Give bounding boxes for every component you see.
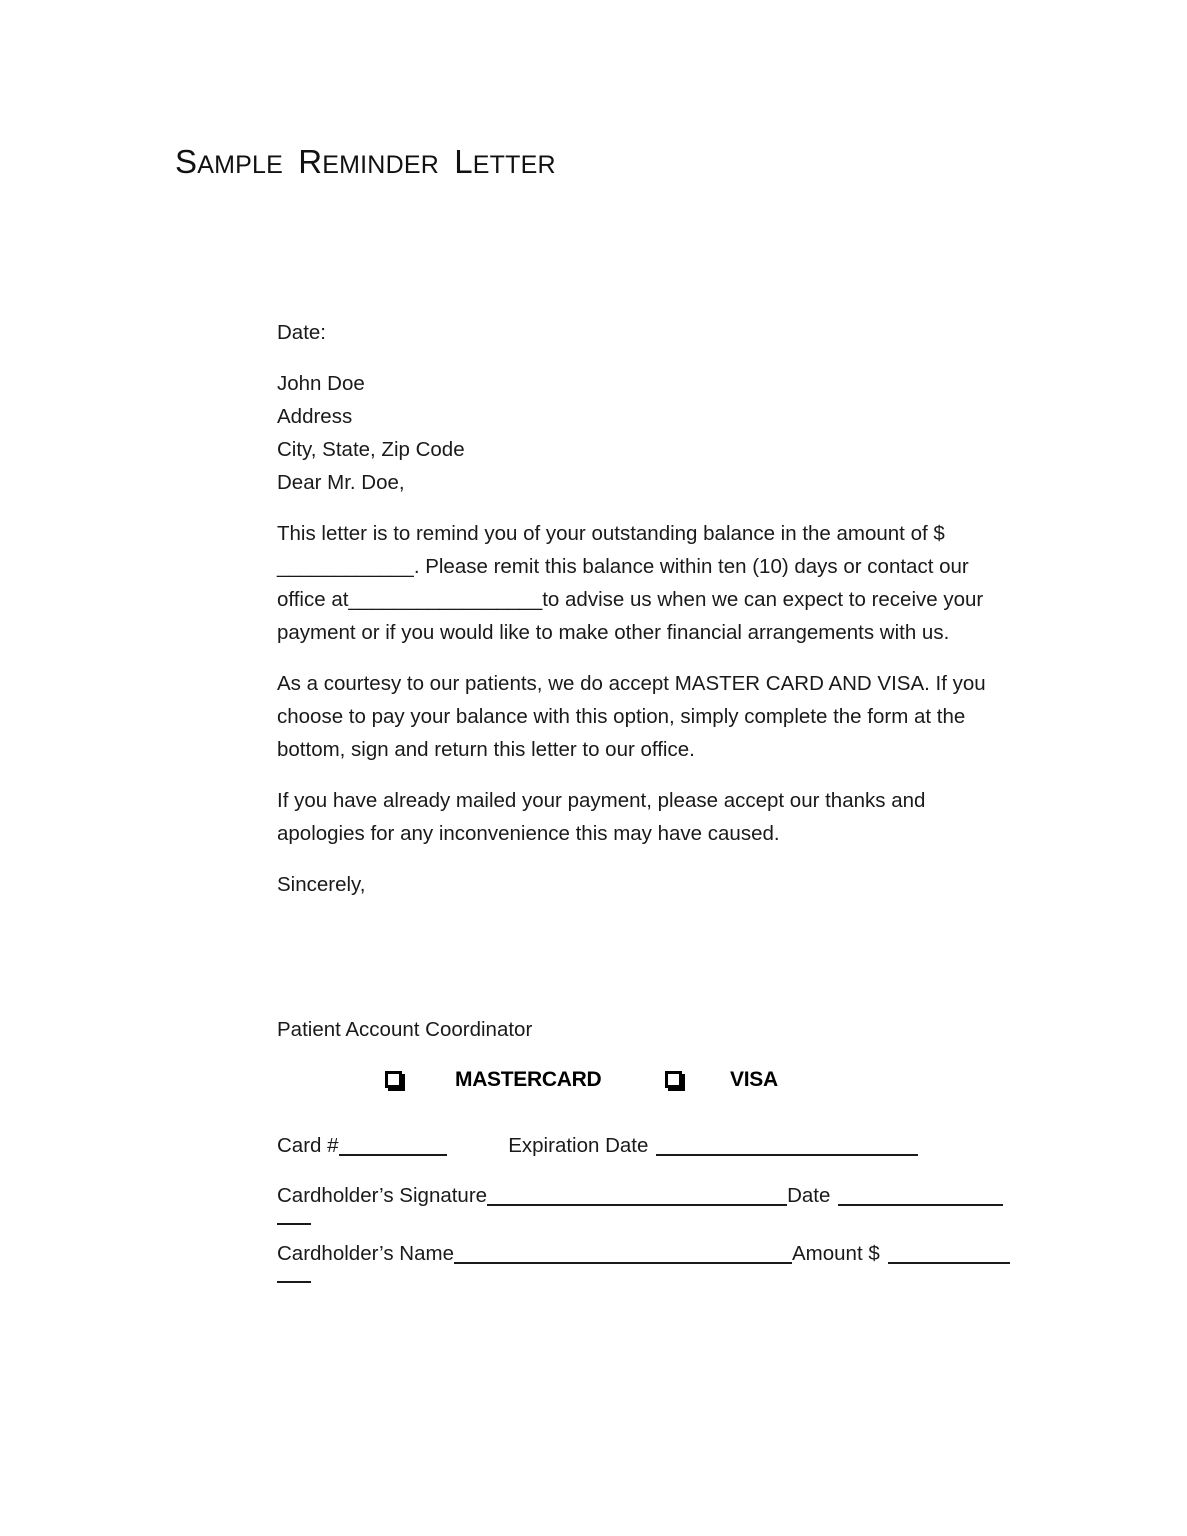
label-mastercard: MASTERCARD [455,1068,602,1091]
label-visa: VISA [730,1068,778,1091]
input-signature-overflow-rule [277,1223,311,1225]
salutation: Dear Mr. Doe, [277,471,405,494]
input-amount[interactable] [888,1262,1010,1264]
checkbox-mastercard[interactable] [385,1071,402,1088]
label-signature-date: Date [787,1184,831,1207]
row-signature-and-date [277,1175,1025,1225]
input-expiration-date[interactable] [656,1154,918,1156]
paragraph-already-paid: If you have already mailed your payment, please accept our thanks and apologies for any inconvenience this may have caused. [277,789,926,845]
closing: Sincerely, [277,873,366,896]
recipient-name: John Doe [277,372,365,395]
input-card-number[interactable] [339,1154,447,1156]
row-name-and-amount [277,1233,1025,1283]
label-card-number: Card # [277,1134,339,1157]
label-cardholder-signature: Cardholder’s Signature [277,1184,488,1207]
card-type-row [277,1068,1012,1100]
row-card-and-expiration [277,1125,1025,1167]
label-amount: Amount $ [792,1242,880,1265]
input-name-overflow-rule [277,1281,311,1283]
date-label: Date: [277,321,326,344]
input-cardholder-signature[interactable] [487,1204,787,1206]
paragraph-balance: This letter is to remind you of your outstanding balance in the amount of $ ____________. Please remit this balance within ten (10) days or contact our office at_________________to advise us when we can expect to receive your payment or if you would like to make other financial arrangements with us. [277,522,984,644]
paragraph-cards-accepted: As a courtesy to our patients, we do accept MASTER CARD AND VISA. If you choose to pay your balance with this option, simply complete the form at the bottom, sign and return this letter to our office. [277,672,986,761]
label-expiration-date: Expiration Date [508,1134,649,1157]
signer-title: Patient Account Coordinator [277,1018,533,1041]
recipient-address: Address [277,405,353,428]
payment-form-fields [277,1125,1025,1283]
page-title: SAMPLE REMINDER LETTER [175,143,556,180]
label-cardholder-name: Cardholder’s Name [277,1242,454,1265]
recipient-city-state-zip: City, State, Zip Code [277,438,465,461]
letter-body [277,316,1012,919]
input-cardholder-name[interactable] [454,1262,792,1264]
input-signature-date[interactable] [838,1204,1003,1206]
checkbox-visa[interactable] [665,1071,682,1088]
